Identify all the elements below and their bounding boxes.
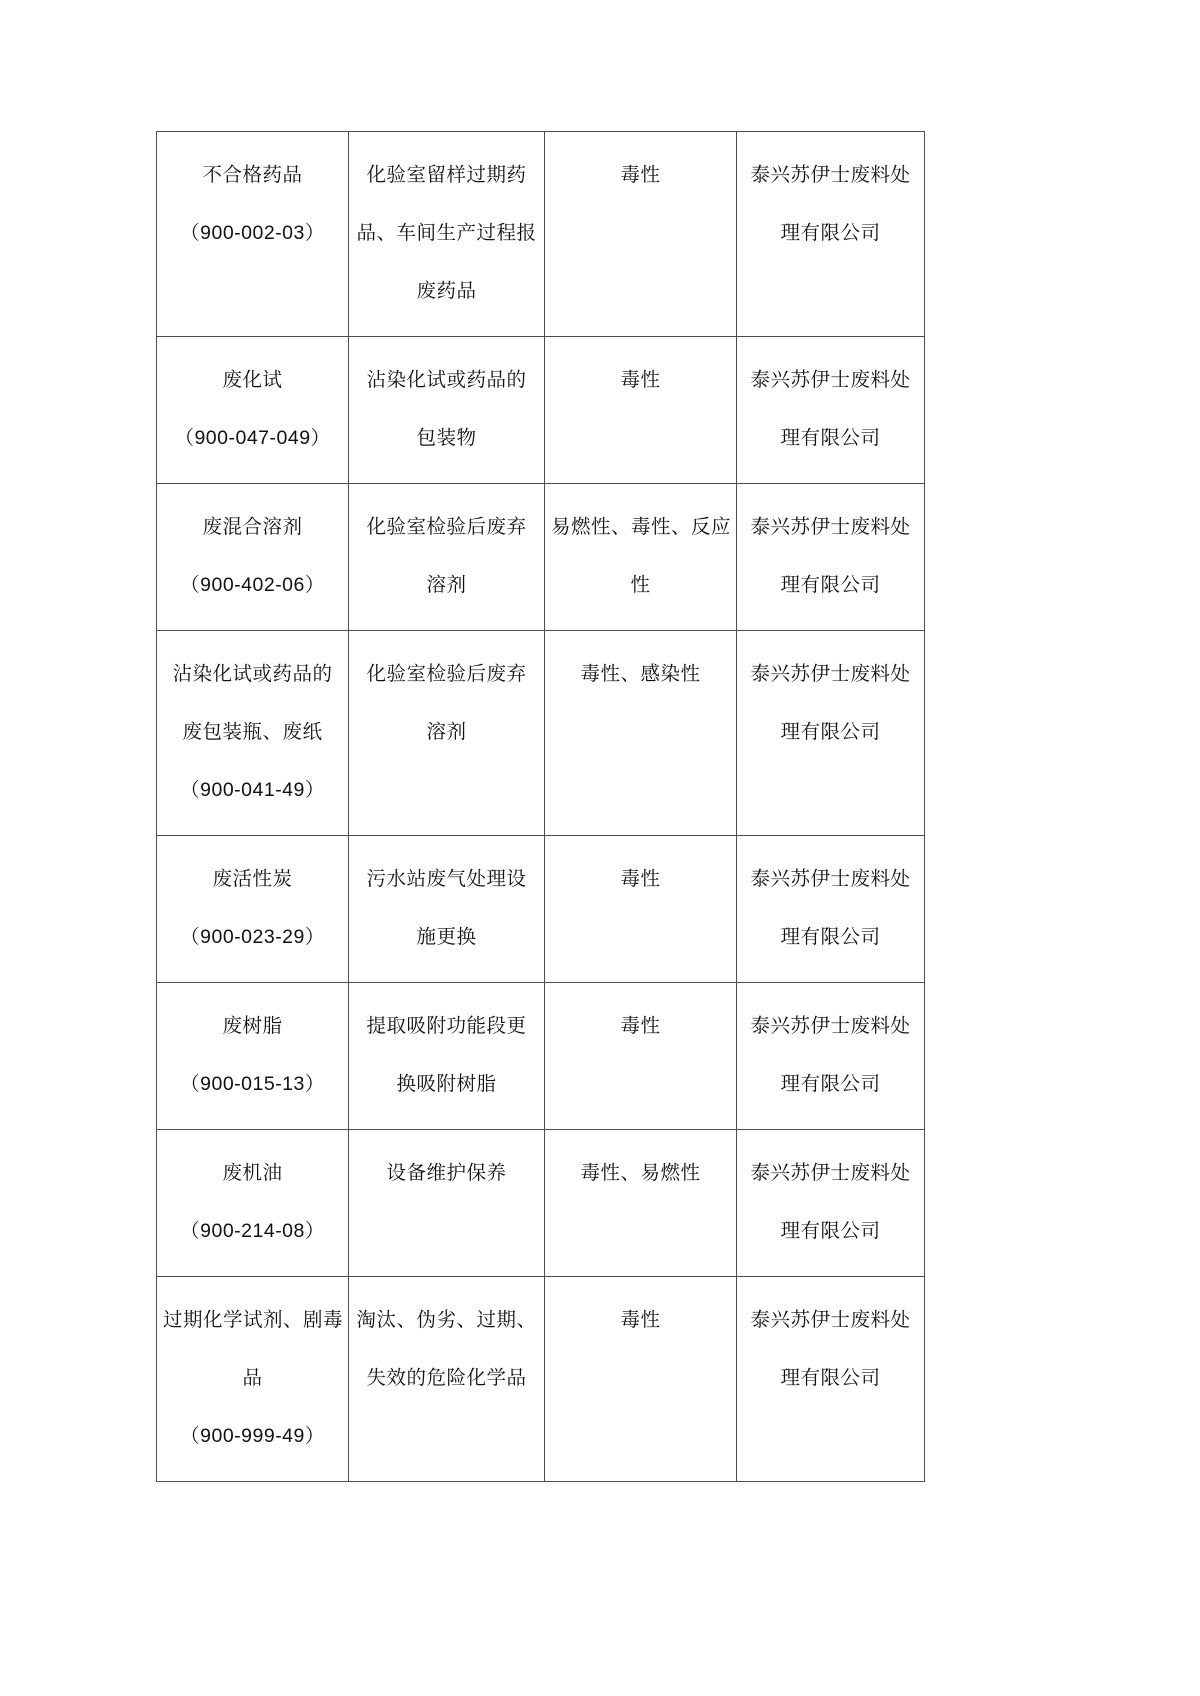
source_lines-line: 化验室检验后废弃 [366, 663, 527, 685]
source_lines-lines [355, 351, 538, 467]
handler_lines-line: 泰兴苏伊士废料处 [750, 663, 911, 685]
table-row [157, 132, 925, 337]
source_lines-line: 设备维护保养 [386, 1162, 507, 1184]
name_lines [157, 983, 349, 1130]
source_lines-line: 提取吸附功能段更 [366, 1015, 527, 1037]
hazard_lines [545, 484, 737, 631]
source_lines-lines [355, 645, 538, 761]
handler_lines-lines [743, 146, 918, 262]
handler_lines-line: 理有限公司 [780, 1367, 881, 1389]
handler_lines-line: 理有限公司 [780, 1220, 881, 1242]
handler_lines-line: 理有限公司 [780, 721, 881, 743]
handler_lines-line: 泰兴苏伊士废料处 [750, 164, 911, 186]
handler_lines-line: 理有限公司 [780, 427, 881, 449]
handler_lines-lines [743, 498, 918, 614]
hazardous-waste-table [156, 131, 925, 1482]
handler_lines-lines [743, 1291, 918, 1407]
waste-code: （900-002-03） [180, 222, 325, 244]
source_lines-lines [355, 997, 538, 1113]
source_lines [349, 631, 545, 836]
name_lines-line: 废包装瓶、废纸 [182, 721, 323, 743]
source_lines [349, 1130, 545, 1277]
hazard_lines-lines [551, 146, 730, 204]
source_lines-line: 废药品 [416, 280, 477, 302]
source_lines-line: 溶剂 [426, 574, 467, 596]
source_lines-line: 失效的危险化学品 [366, 1367, 527, 1389]
hazard_lines-lines [551, 645, 730, 703]
handler_lines-lines [743, 351, 918, 467]
source_lines-lines [355, 498, 538, 614]
waste-code: （900-214-08） [180, 1220, 325, 1242]
name_lines-lines [163, 146, 342, 262]
source_lines-line: 品、车间生产过程报 [356, 222, 537, 244]
name_lines [157, 836, 349, 983]
name_lines-lines [163, 498, 342, 614]
hazard_lines [545, 836, 737, 983]
table-body [157, 132, 925, 1482]
handler_lines [737, 631, 925, 836]
waste-code: （900-023-29） [180, 926, 325, 948]
name_lines [157, 484, 349, 631]
name_lines-lines [163, 645, 342, 819]
handler_lines [737, 983, 925, 1130]
hazard_lines-line: 毒性 [620, 1309, 661, 1331]
table-row [157, 484, 925, 631]
hazard_lines-line: 毒性、易燃性 [580, 1162, 701, 1184]
source_lines-lines [355, 1291, 538, 1407]
handler_lines [737, 132, 925, 337]
hazardous-waste-table-container [156, 131, 924, 1482]
name_lines-lines [163, 850, 342, 966]
source_lines-line: 污水站废气处理设 [366, 868, 527, 890]
source_lines-line: 换吸附树脂 [396, 1073, 497, 1095]
name_lines [157, 1130, 349, 1277]
name_lines-line: 过期化学试剂、剧毒 [163, 1309, 344, 1331]
hazard_lines-line: 毒性 [620, 369, 661, 391]
name_lines-line: 废机油 [222, 1162, 283, 1184]
hazard_lines-lines [551, 1291, 730, 1349]
hazard_lines [545, 1130, 737, 1277]
hazard_lines-line: 毒性 [620, 868, 661, 890]
source_lines-line: 化验室留样过期药 [366, 164, 527, 186]
name_lines [157, 631, 349, 836]
handler_lines-line: 泰兴苏伊士废料处 [750, 1015, 911, 1037]
source_lines-line: 淘汰、伪劣、过期、 [356, 1309, 537, 1331]
hazard_lines-lines [551, 1144, 730, 1202]
handler_lines-lines [743, 1144, 918, 1260]
waste-code: （900-402-06） [180, 574, 325, 596]
table-row [157, 1277, 925, 1482]
handler_lines [737, 836, 925, 983]
source_lines-lines [355, 1144, 538, 1202]
handler_lines [737, 1277, 925, 1482]
hazard_lines [545, 1277, 737, 1482]
hazard_lines-lines [551, 498, 730, 614]
table-row [157, 631, 925, 836]
handler_lines-line: 泰兴苏伊士废料处 [750, 516, 911, 538]
source_lines-lines [355, 850, 538, 966]
source_lines-line: 包装物 [416, 427, 477, 449]
table-row [157, 1130, 925, 1277]
name_lines-line: 废化试 [222, 369, 283, 391]
handler_lines-line: 理有限公司 [780, 926, 881, 948]
handler_lines-line: 泰兴苏伊士废料处 [750, 1162, 911, 1184]
hazard_lines-line: 易燃性、毒性、反应 [551, 516, 732, 538]
hazard_lines [545, 337, 737, 484]
hazard_lines [545, 132, 737, 337]
hazard_lines-lines [551, 351, 730, 409]
waste-code: （900-047-049） [174, 427, 331, 449]
source_lines [349, 1277, 545, 1482]
handler_lines-line: 泰兴苏伊士废料处 [750, 868, 911, 890]
waste-code: （900-015-13） [180, 1073, 325, 1095]
handler_lines-line: 理有限公司 [780, 222, 881, 244]
source_lines-line: 施更换 [416, 926, 477, 948]
hazard_lines [545, 983, 737, 1130]
name_lines [157, 337, 349, 484]
name_lines [157, 132, 349, 337]
source_lines [349, 132, 545, 337]
hazard_lines-line: 毒性 [620, 164, 661, 186]
handler_lines-lines [743, 997, 918, 1113]
table-row [157, 836, 925, 983]
name_lines-line: 废混合溶剂 [202, 516, 303, 538]
name_lines-line: 不合格药品 [202, 164, 303, 186]
waste-code: （900-041-49） [180, 779, 325, 801]
name_lines-line: 沾染化试或药品的 [172, 663, 333, 685]
name_lines-lines [163, 1291, 342, 1465]
source_lines-lines [355, 146, 538, 320]
hazard_lines-line: 性 [630, 574, 651, 596]
source_lines-line: 溶剂 [426, 721, 467, 743]
hazard_lines-line: 毒性 [620, 1015, 661, 1037]
handler_lines-line: 理有限公司 [780, 1073, 881, 1095]
name_lines-line: 废树脂 [222, 1015, 283, 1037]
name_lines [157, 1277, 349, 1482]
handler_lines-lines [743, 850, 918, 966]
hazard_lines [545, 631, 737, 836]
hazard_lines-line: 毒性、感染性 [580, 663, 701, 685]
hazard_lines-lines [551, 850, 730, 908]
handler_lines [737, 1130, 925, 1277]
name_lines-line: 废活性炭 [212, 868, 293, 890]
table-row [157, 337, 925, 484]
name_lines-line: 品 [242, 1367, 263, 1389]
handler_lines [737, 484, 925, 631]
handler_lines-line: 理有限公司 [780, 574, 881, 596]
handler_lines-lines [743, 645, 918, 761]
handler_lines-line: 泰兴苏伊士废料处 [750, 369, 911, 391]
source_lines [349, 337, 545, 484]
source_lines-line: 化验室检验后废弃 [366, 516, 527, 538]
handler_lines [737, 337, 925, 484]
source_lines [349, 484, 545, 631]
source_lines-line: 沾染化试或药品的 [366, 369, 527, 391]
source_lines [349, 836, 545, 983]
name_lines-lines [163, 997, 342, 1113]
handler_lines-line: 泰兴苏伊士废料处 [750, 1309, 911, 1331]
waste-code: （900-999-49） [180, 1425, 325, 1447]
name_lines-lines [163, 351, 342, 467]
table-row [157, 983, 925, 1130]
name_lines-lines [163, 1144, 342, 1260]
source_lines [349, 983, 545, 1130]
hazard_lines-lines [551, 997, 730, 1055]
